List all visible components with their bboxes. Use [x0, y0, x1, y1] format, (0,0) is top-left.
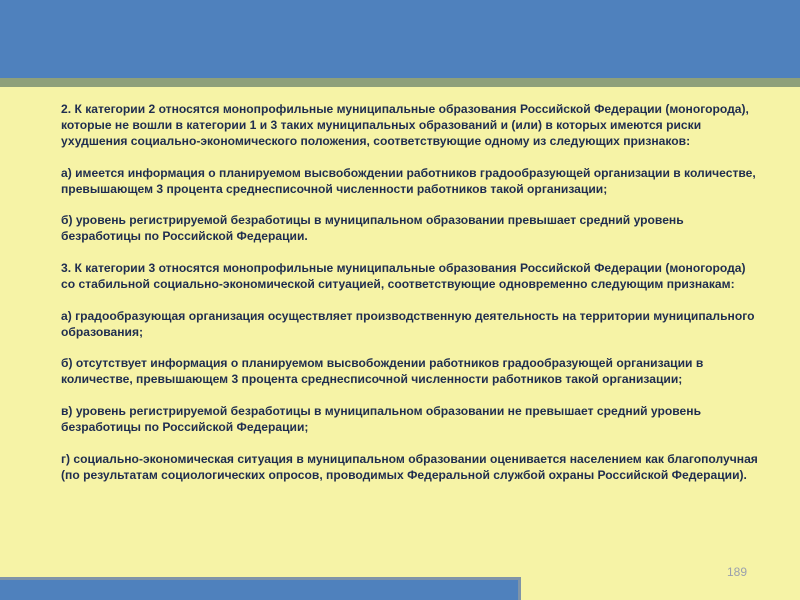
- header-bar: [0, 0, 800, 78]
- paragraph-category-2: 2. К категории 2 относятся монопрофильные муниципальные образования Российской Федерации (моногорода), которые не вошли в категории 1 и 3 таких муниципальных образований и (или) в которых имеются риски ухудшения социально-экономического положения, соответствующие одному из следующих признаков:: [61, 102, 749, 148]
- header-stripe: [0, 78, 800, 87]
- paragraph-category-3-v: в) уровень регистрируемой безработицы в муниципальном образовании не превышает средний уровень безработицы по Российской Федерации;: [61, 404, 702, 435]
- footer-bar: [0, 580, 518, 600]
- paragraph-category-3-a: а) градообразующая организация осуществляет производственную деятельность на территории муниципального образования;: [61, 308, 755, 339]
- paragraph-category-3-b: б) отсутствует информация о планируемом высвобождении работников градообразующей организации в количестве, превышающем 3 процента среднесписочной численности работников такой организации;: [61, 356, 704, 387]
- paragraph-category-3-g: г) социально-экономическая ситуация в муниципальном образовании оценивается населением как благополучная (по результатам социологических опросов, проводимых Федеральной службой охраны Российской Федерации).: [61, 451, 758, 482]
- slide-body: [61, 102, 761, 484]
- paragraph-category-2-b: б) уровень регистрируемой безработицы в муниципальном образовании превышает средний уровень безработицы по Российской Федерации.: [61, 213, 684, 244]
- paragraph-category-3: 3. К категории 3 относятся монопрофильные муниципальные образования Российской Федерации (моногорода) со стабильной социально-экономической ситуацией, соответствующие одновременно следующим признакам:: [61, 261, 746, 291]
- page-number: 189: [727, 565, 748, 579]
- paragraph-category-2-a: а) имеется информация о планируемом высвобождении работников градообразующей организации в количестве, превышающем 3 процента среднесписочной численности работников такой организации;: [61, 165, 756, 196]
